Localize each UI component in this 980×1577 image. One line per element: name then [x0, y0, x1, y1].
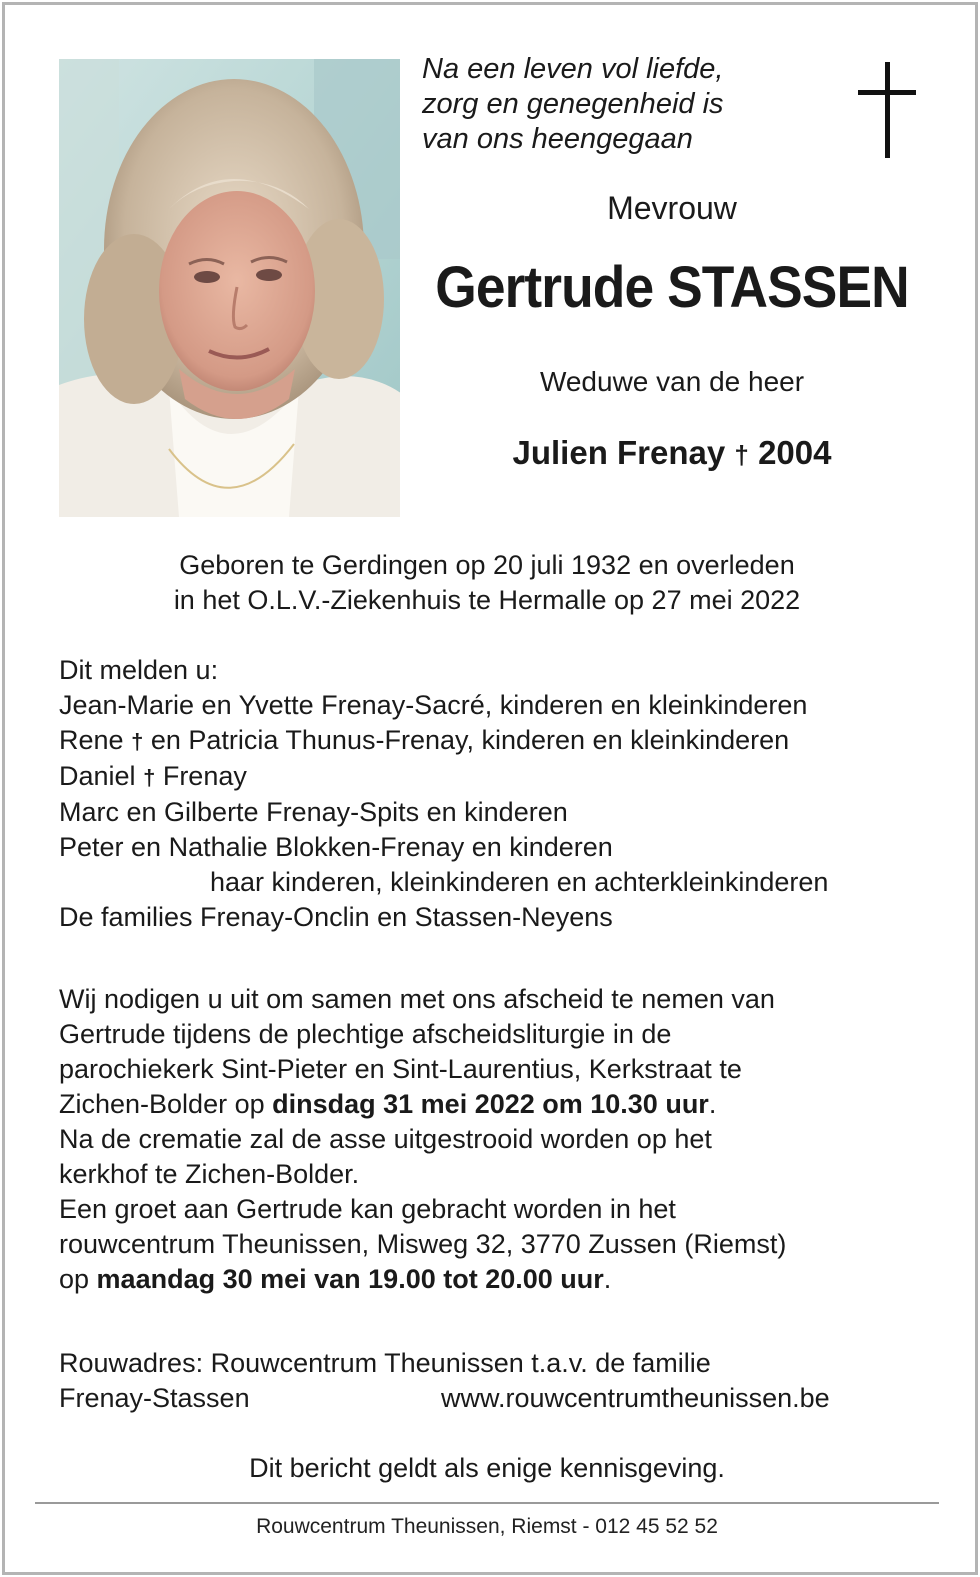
invitation-line: rouwcentrum Theunissen, Misweg 32, 3770 Zussen (Riemst) [59, 1229, 787, 1259]
invitation-line [59, 1262, 939, 1297]
small-cross-icon: † [143, 765, 156, 790]
family-text: Frenay [162, 761, 247, 791]
cross-icon [858, 62, 916, 158]
invitation-line: Wij nodigen u uit om samen met ons afscheid te nemen van [59, 984, 775, 1014]
invitation-text [59, 982, 939, 1297]
widow-label: Weduwe van de heer [539, 366, 805, 397]
poem-line: van ons heengegaan [422, 123, 693, 155]
footer-contact: Rouwcentrum Theunissen, Riemst - 012 45 52 52 [256, 1515, 718, 1538]
invitation-line: Na de crematie zal de asse uitgestrooid worden op het [59, 1124, 712, 1154]
notice-text: Dit bericht geldt als enige kennisgeving. [249, 1453, 725, 1483]
invitation-line: parochiekerk Sint-Pieter en Sint-Laurentius, Kerkstraat te [59, 1054, 742, 1084]
family-line: Jean-Marie en Yvette Frenay-Sacré, kinderen en kleinkinderen [59, 690, 808, 720]
invitation-line: kerkhof te Zichen-Bolder. [59, 1159, 360, 1189]
family-line: Peter en Nathalie Blokken-Frenay en kinderen [59, 832, 613, 862]
death-line: in het O.L.V.-Ziekenhuis te Hermalle op 27 mei 2022 [173, 585, 801, 615]
birth-line: Geboren te Gerdingen op 20 juli 1932 en overleden [179, 550, 795, 580]
poem-line: Na een leven vol liefde, [422, 53, 724, 85]
address-line [59, 1381, 939, 1416]
announcement-intro: Dit melden u: [59, 655, 219, 685]
family-name: Daniel [59, 761, 136, 791]
family-name: Frenay-Stassen [59, 1383, 250, 1413]
invitation-line [59, 1087, 939, 1122]
invitation-text: Zichen-Bolder op [59, 1089, 273, 1119]
spouse-death-year: 2004 [758, 434, 832, 471]
invitation-text: op [59, 1264, 97, 1294]
deceased-name: Gertrude STASSEN [435, 255, 909, 320]
poem-line: zorg en genegenheid is [422, 88, 724, 120]
website-link[interactable]: www.rouwcentrumtheunissen.be [441, 1383, 830, 1413]
punctuation: . [708, 1089, 717, 1119]
opening-poem [422, 52, 842, 157]
spouse-name: Julien Frenay [512, 434, 726, 471]
invitation-line: Gertrude tijdens de plechtige afscheidsliturgie in de [59, 1019, 672, 1049]
family-text: en Patricia Thunus-Frenay, kinderen en kleinkinderen [150, 725, 790, 755]
family-line [59, 723, 939, 759]
announcement-list [59, 653, 939, 935]
divider [35, 1502, 939, 1504]
family-line: Marc en Gilberte Frenay-Spits en kinderen [59, 797, 568, 827]
family-line: De families Frenay-Onclin en Stassen-Neyens [59, 902, 613, 932]
portrait-photo [59, 59, 400, 517]
family-line: haar kinderen, kleinkinderen en achterkleinkinderen [210, 867, 829, 897]
portrait-image [59, 59, 400, 517]
spouse-line [412, 434, 932, 472]
family-line [59, 759, 939, 795]
punctuation: . [603, 1264, 612, 1294]
small-cross-icon: † [131, 729, 144, 754]
family-name: Rene [59, 725, 124, 755]
small-cross-icon: † [734, 440, 749, 470]
visitation-datetime: maandag 30 mei van 19.00 tot 20.00 uur [96, 1264, 604, 1294]
address-line: Rouwadres: Rouwcentrum Theunissen t.a.v. de familie [59, 1348, 711, 1378]
invitation-line: Een groet aan Gertrude kan gebracht worden in het [59, 1194, 676, 1224]
salutation: Mevrouw [607, 190, 737, 226]
ceremony-datetime: dinsdag 31 mei 2022 om 10.30 uur [272, 1089, 709, 1119]
mourning-address [59, 1346, 939, 1416]
birth-death-info [0, 548, 974, 618]
